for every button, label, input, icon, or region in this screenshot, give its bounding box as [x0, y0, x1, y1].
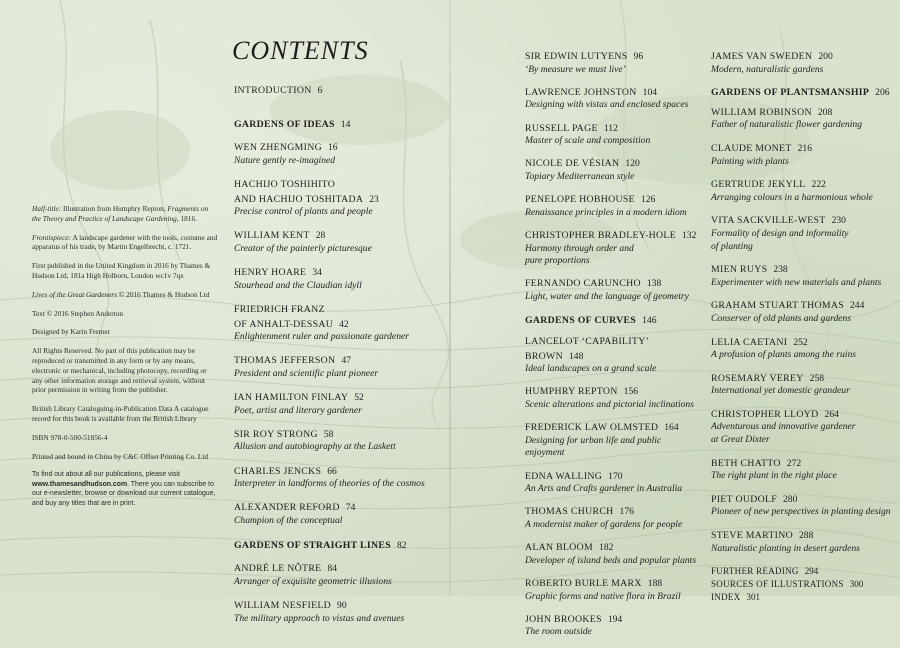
- publisher-website-link[interactable]: www.thamesandhudson.com: [32, 480, 128, 488]
- toc-entry-christopher-bradley-hole[interactable]: CHRISTOPHER BRADLEY-HOLE 132 Harmony through order and pure proportions: [525, 229, 697, 267]
- toc-entry-fernando-caruncho[interactable]: FERNANDO CARUNCHO 138 Light, water and the language of geometry: [525, 278, 689, 302]
- toc-entry-sir-edwin-lutyens[interactable]: SIR EDWIN LUTYENS 96 ‘By measure we must live’: [525, 51, 644, 75]
- toc-entry-lawrence-johnston[interactable]: LAWRENCE JOHNSTON 104 Designing with vistas and enclosed spaces: [525, 86, 689, 111]
- toc-entry-graham-stuart-thomas[interactable]: GRAHAM STUART THOMAS 244 Conserver of old plants and gardens: [711, 300, 865, 324]
- halftitle-credit: Half-title: Illustration from Humphry Repton, Fragments on the Theory and Practice of Landscape Gardening, 1816.: [32, 204, 209, 223]
- toc-entry-steve-martino[interactable]: STEVE MARTINO 288 Naturalistic planting in desert gardens: [711, 530, 860, 554]
- section-heading-gardens-of-straight-lines[interactable]: GARDENS OF STRAIGHT LINES 82: [234, 539, 407, 551]
- toc-entry-lancelot-capability-brown[interactable]: LANCELOT ‘CAPABILITY’ BROWN 148 Ideal landscapes on a grand scale: [525, 336, 657, 375]
- toc-entry-christopher-lloyd[interactable]: CHRISTOPHER LLOYD 264 Adventurous and innovative gardener at Great Dixter: [711, 408, 856, 446]
- toc-entry-friedrich-franz[interactable]: FRIEDRICH FRANZ OF ANHALT-DESSAU 42 Enlightenment ruler and passionate gardener: [234, 303, 409, 343]
- toc-entry-rosemary-verey[interactable]: ROSEMARY VEREY 258 International yet domestic grandeur: [711, 372, 850, 397]
- rights-notice: All Rights Reserved. No part of this publication may be reproduced or transmitted in any form or by any means, electronic or mechanical, including photocopy, recording or any other information storage and retrieval system, without prior permission in writing from the publisher.: [32, 346, 207, 395]
- toc-entry-russell-page[interactable]: RUSSELL PAGE 112 Master of scale and composition: [525, 122, 651, 147]
- toc-entry-piet-oudolf[interactable]: PIET OUDOLF 280 Pioneer of new perspectives in planting design: [711, 493, 891, 518]
- toc-intro[interactable]: INTRODUCTION 6: [234, 85, 323, 96]
- backmatter-sources-of-illustrations[interactable]: SOURCES OF ILLUSTRATIONS 300: [711, 579, 864, 590]
- toc-entry-claude-monet[interactable]: CLAUDE MONET 216 Painting with plants: [711, 142, 812, 167]
- designer-credit: Designed by Karin Fremer: [32, 327, 111, 337]
- backmatter-further-reading[interactable]: FURTHER READING 294: [711, 566, 819, 577]
- toc-entry-beth-chatto[interactable]: BETH CHATTO 272 The right plant in the right place: [711, 457, 837, 482]
- toc-entry-frederick-law-olmsted[interactable]: FREDERICK LAW OLMSTED 164 Designing for urban life and public enjoyment: [525, 422, 679, 459]
- contents-column-1: [234, 83, 449, 635]
- printer-credit: Printed and bound in China by C&C Offset Printing Co. Ltd: [32, 451, 209, 461]
- imprint-block: [32, 204, 218, 517]
- toc-entry-john-brookes[interactable]: JOHN BROOKES 194 The room outside: [525, 613, 623, 638]
- toc-entry-james-van-sweden[interactable]: JAMES VAN SWEDEN 200 Modern, naturalistic gardens: [711, 51, 833, 75]
- toc-entry-william-kent[interactable]: WILLIAM KENT 28 Creator of the painterly picturesque: [234, 230, 372, 254]
- book-copyright: Lives of the Great Gardeners © 2016 Thames & Hudson Ltd: [32, 289, 210, 299]
- toc-entry-wen-zhengming[interactable]: WEN ZHENGMING 16 Nature gently re-imagined: [234, 142, 338, 166]
- book-gutter: [449, 0, 451, 596]
- frontispiece-credit: Frontispiece: A landscape gardener with the tools, costume and apparatus of his trade, by Martin Engelbrecht, c. 1721.: [32, 232, 218, 252]
- section-heading-gardens-of-plantsmanship[interactable]: GARDENS OF PLANTSMANSHIP 206: [711, 87, 890, 99]
- section-heading-gardens-of-curves[interactable]: GARDENS OF CURVES 146: [525, 315, 657, 327]
- toc-entry-penelope-hobhouse[interactable]: PENELOPE HOBHOUSE 126 Renaissance principles in a modern idiom: [525, 194, 687, 218]
- page-title: CONTENTS: [232, 36, 369, 65]
- toc-entry-nicole-de-vesian[interactable]: NICOLE DE VÉSIAN 120 Topiary Mediterranean style: [525, 158, 640, 182]
- contents-column-3: [711, 49, 891, 603]
- toc-entry-charles-jencks[interactable]: CHARLES JENCKS 66 Interpreter in landforms of theories of the cosmos: [234, 465, 425, 490]
- toc-entry-edna-walling[interactable]: EDNA WALLING 170 An Arts and Crafts gardener in Australia: [525, 470, 683, 495]
- toc-entry-william-robinson[interactable]: WILLIAM ROBINSON 208 Father of naturalistic flower gardening: [711, 106, 863, 131]
- toc-entry-hachijo-toshihito[interactable]: HACHIJO TOSHIHITO AND HACHIJO TOSHITADA 23 Precise control of plants and people: [234, 178, 379, 218]
- isbn: ISBN 978-0-500-51856-4: [32, 432, 108, 442]
- toc-entry-thomas-church[interactable]: THOMAS CHURCH 176 A modernist maker of gardens for people: [525, 506, 683, 530]
- text-copyright: Text © 2016 Stephen Anderton: [32, 308, 123, 318]
- backmatter-index[interactable]: INDEX 301: [711, 592, 760, 603]
- toc-entry-gertrude-jekyll[interactable]: GERTRUDE JEKYLL 222 Arranging colours in a harmonious whole: [711, 179, 873, 203]
- toc-entry-mien-ruys[interactable]: MIEN RUYS 238 Experimenter with new materials and plants: [711, 264, 882, 288]
- toc-entry-humphry-repton[interactable]: HUMPHRY REPTON 156 Scenic alterations and pictorial inclinations: [525, 386, 694, 411]
- toc-entry-thomas-jefferson[interactable]: THOMAS JEFFERSON 47 President and scientific plant pioneer: [234, 355, 379, 379]
- toc-entry-vita-sackville-west[interactable]: VITA SACKVILLE-WEST 230 Formality of design and informality of planting: [711, 215, 849, 252]
- cip-data: British Library Cataloguing-in-Publication Data A catalogue record for this book is available from the British Library: [32, 404, 209, 423]
- toc-entry-alan-bloom[interactable]: ALAN BLOOM 182 Developer of island beds and popular plants: [525, 542, 697, 566]
- toc-entry-ian-hamilton-finlay[interactable]: IAN HAMILTON FINLAY 52 Poet, artist and literary gardener: [234, 392, 364, 416]
- toc-entry-sir-roy-strong[interactable]: SIR ROY STRONG 58 Allusion and autobiography at the Laskett: [234, 428, 396, 453]
- toc-entry-roberto-burle-marx[interactable]: ROBERTO BURLE MARX 188 Graphic forms and native flora in Brazil: [525, 577, 681, 602]
- toc-entry-lelia-caetani[interactable]: LELIA CAETANI 252 A profusion of plants among the ruins: [711, 336, 856, 361]
- toc-entry-william-nesfield[interactable]: WILLIAM NESFIELD 90 The military approach to vistas and avenues: [234, 599, 405, 624]
- publisher-web-notice: To find out about all our publications, please visit www.thamesandhudson.com. There you can subscribe to our e-newsletter, browse or download our current catalogue, and buy any titles that are in print.: [32, 471, 216, 507]
- contents-column-2: [525, 49, 697, 648]
- toc-entry-alexander-reford[interactable]: ALEXANDER REFORD 74 Champion of the conceptual: [234, 502, 356, 526]
- toc-entry-andre-le-notre[interactable]: ANDRÉ LE NÔTRE 84 Arranger of exquisite geometric illusions: [234, 563, 392, 587]
- first-published: First published in the United Kingdom in 2016 by Thames & Hudson Ltd, 181a High Holborn, London wc1v 7qx: [32, 261, 211, 280]
- section-heading-gardens-of-ideas[interactable]: GARDENS OF IDEAS 14: [234, 118, 351, 130]
- toc-entry-henry-hoare[interactable]: HENRY HOARE 34 Stourhead and the Claudian idyll: [234, 267, 362, 291]
